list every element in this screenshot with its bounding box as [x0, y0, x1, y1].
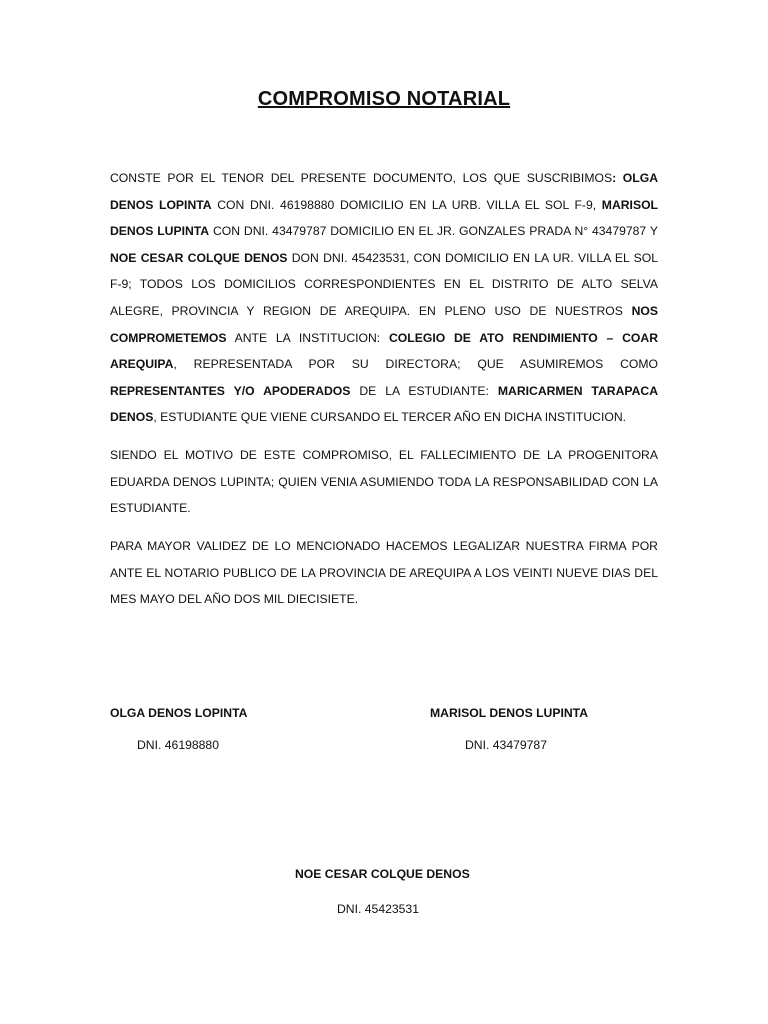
bold-text-run: MARICARMEN TARAPACA DENOS [110, 383, 658, 425]
text-run: , REPRESENTADA POR SU DIRECTORA; QUE ASUMIREMOS COMO [173, 357, 658, 372]
text-run: CON DNI. 43479787 DOMICILIO EN EL JR. GONZALES PRADA N° 43479787 Y [209, 224, 658, 239]
signatory-name: MARISOL DENOS LUPINTA [430, 706, 588, 720]
text-run: DE LA ESTUDIANTE: [350, 383, 498, 398]
paragraph-motive: SIENDO EL MOTIVO DE ESTE COMPROMISO, EL FALLECIMIENTO DE LA PROGENITORA EDUARDA DENOS LUPINTA; QUIEN VENIA ASUMIENDO TODA LA RESPONSABILIDAD CON LA ESTUDIANTE. [110, 448, 658, 516]
bold-text-run: COLEGIO DE ATO RENDIMIENTO – COAR AREQUIPA [110, 330, 659, 372]
text-run: , ESTUDIANTE QUE VIENE CURSANDO EL TERCER AÑO EN DICHA INSTITUCION. [153, 410, 627, 425]
paragraph-legalization: PARA MAYOR VALIDEZ DE LO MENCIONADO HACEMOS LEGALIZAR NUESTRA FIRMA POR ANTE EL NOTARIO PUBLICO DE LA PROVINCIA DE AREQUIPA A LOS VEINTI NUEVE DIAS DEL MES MAYO DEL AÑO DOS MIL DIECISIETE. [110, 539, 658, 607]
text-run: DON DNI. 45423531, CON DOMICILIO EN LA UR. VILLA EL SOL F-9; TODOS LOS DOMICILIOS CORRESPONDIENTES EN EL DISTRITO DE ALTO SELVA ALEGRE, PROVINCIA Y REGION DE AREQUIPA. EN PLENO USO DE NUESTROS [110, 250, 658, 318]
signatory-dni: DNI. 43479787 [465, 738, 547, 752]
signatory-dni: DNI. 45423531 [337, 902, 419, 916]
text-run: ANTE LA INSTITUCION: [226, 330, 389, 345]
bold-text-run: NOS COMPROMETEMOS [110, 303, 658, 345]
signatory-name: OLGA DENOS LOPINTA [110, 706, 248, 720]
bold-text-run: REPRESENTANTES Y/O APODERADOS [110, 383, 351, 398]
bold-text-run: MARISOL DENOS LUPINTA [110, 197, 658, 239]
signatory-dni: DNI. 46198880 [137, 738, 219, 752]
signatory-name: NOE CESAR COLQUE DENOS [295, 867, 470, 881]
bold-text-run: : OLGA DENOS LOPINTA [110, 171, 658, 212]
document-title: COMPROMISO NOTARIAL [257, 88, 511, 110]
text-run: CONSTE POR EL TENOR DEL PRESENTE DOCUMENTO, LOS QUE SUSCRIBIMOS [110, 171, 613, 185]
bold-text-run: NOE CESAR COLQUE DENOS [110, 250, 288, 265]
paragraph-commitment [110, 165, 658, 431]
text-run: CON DNI. 46198880 DOMICILIO EN LA URB. VILLA EL SOL F-9, [211, 197, 602, 212]
